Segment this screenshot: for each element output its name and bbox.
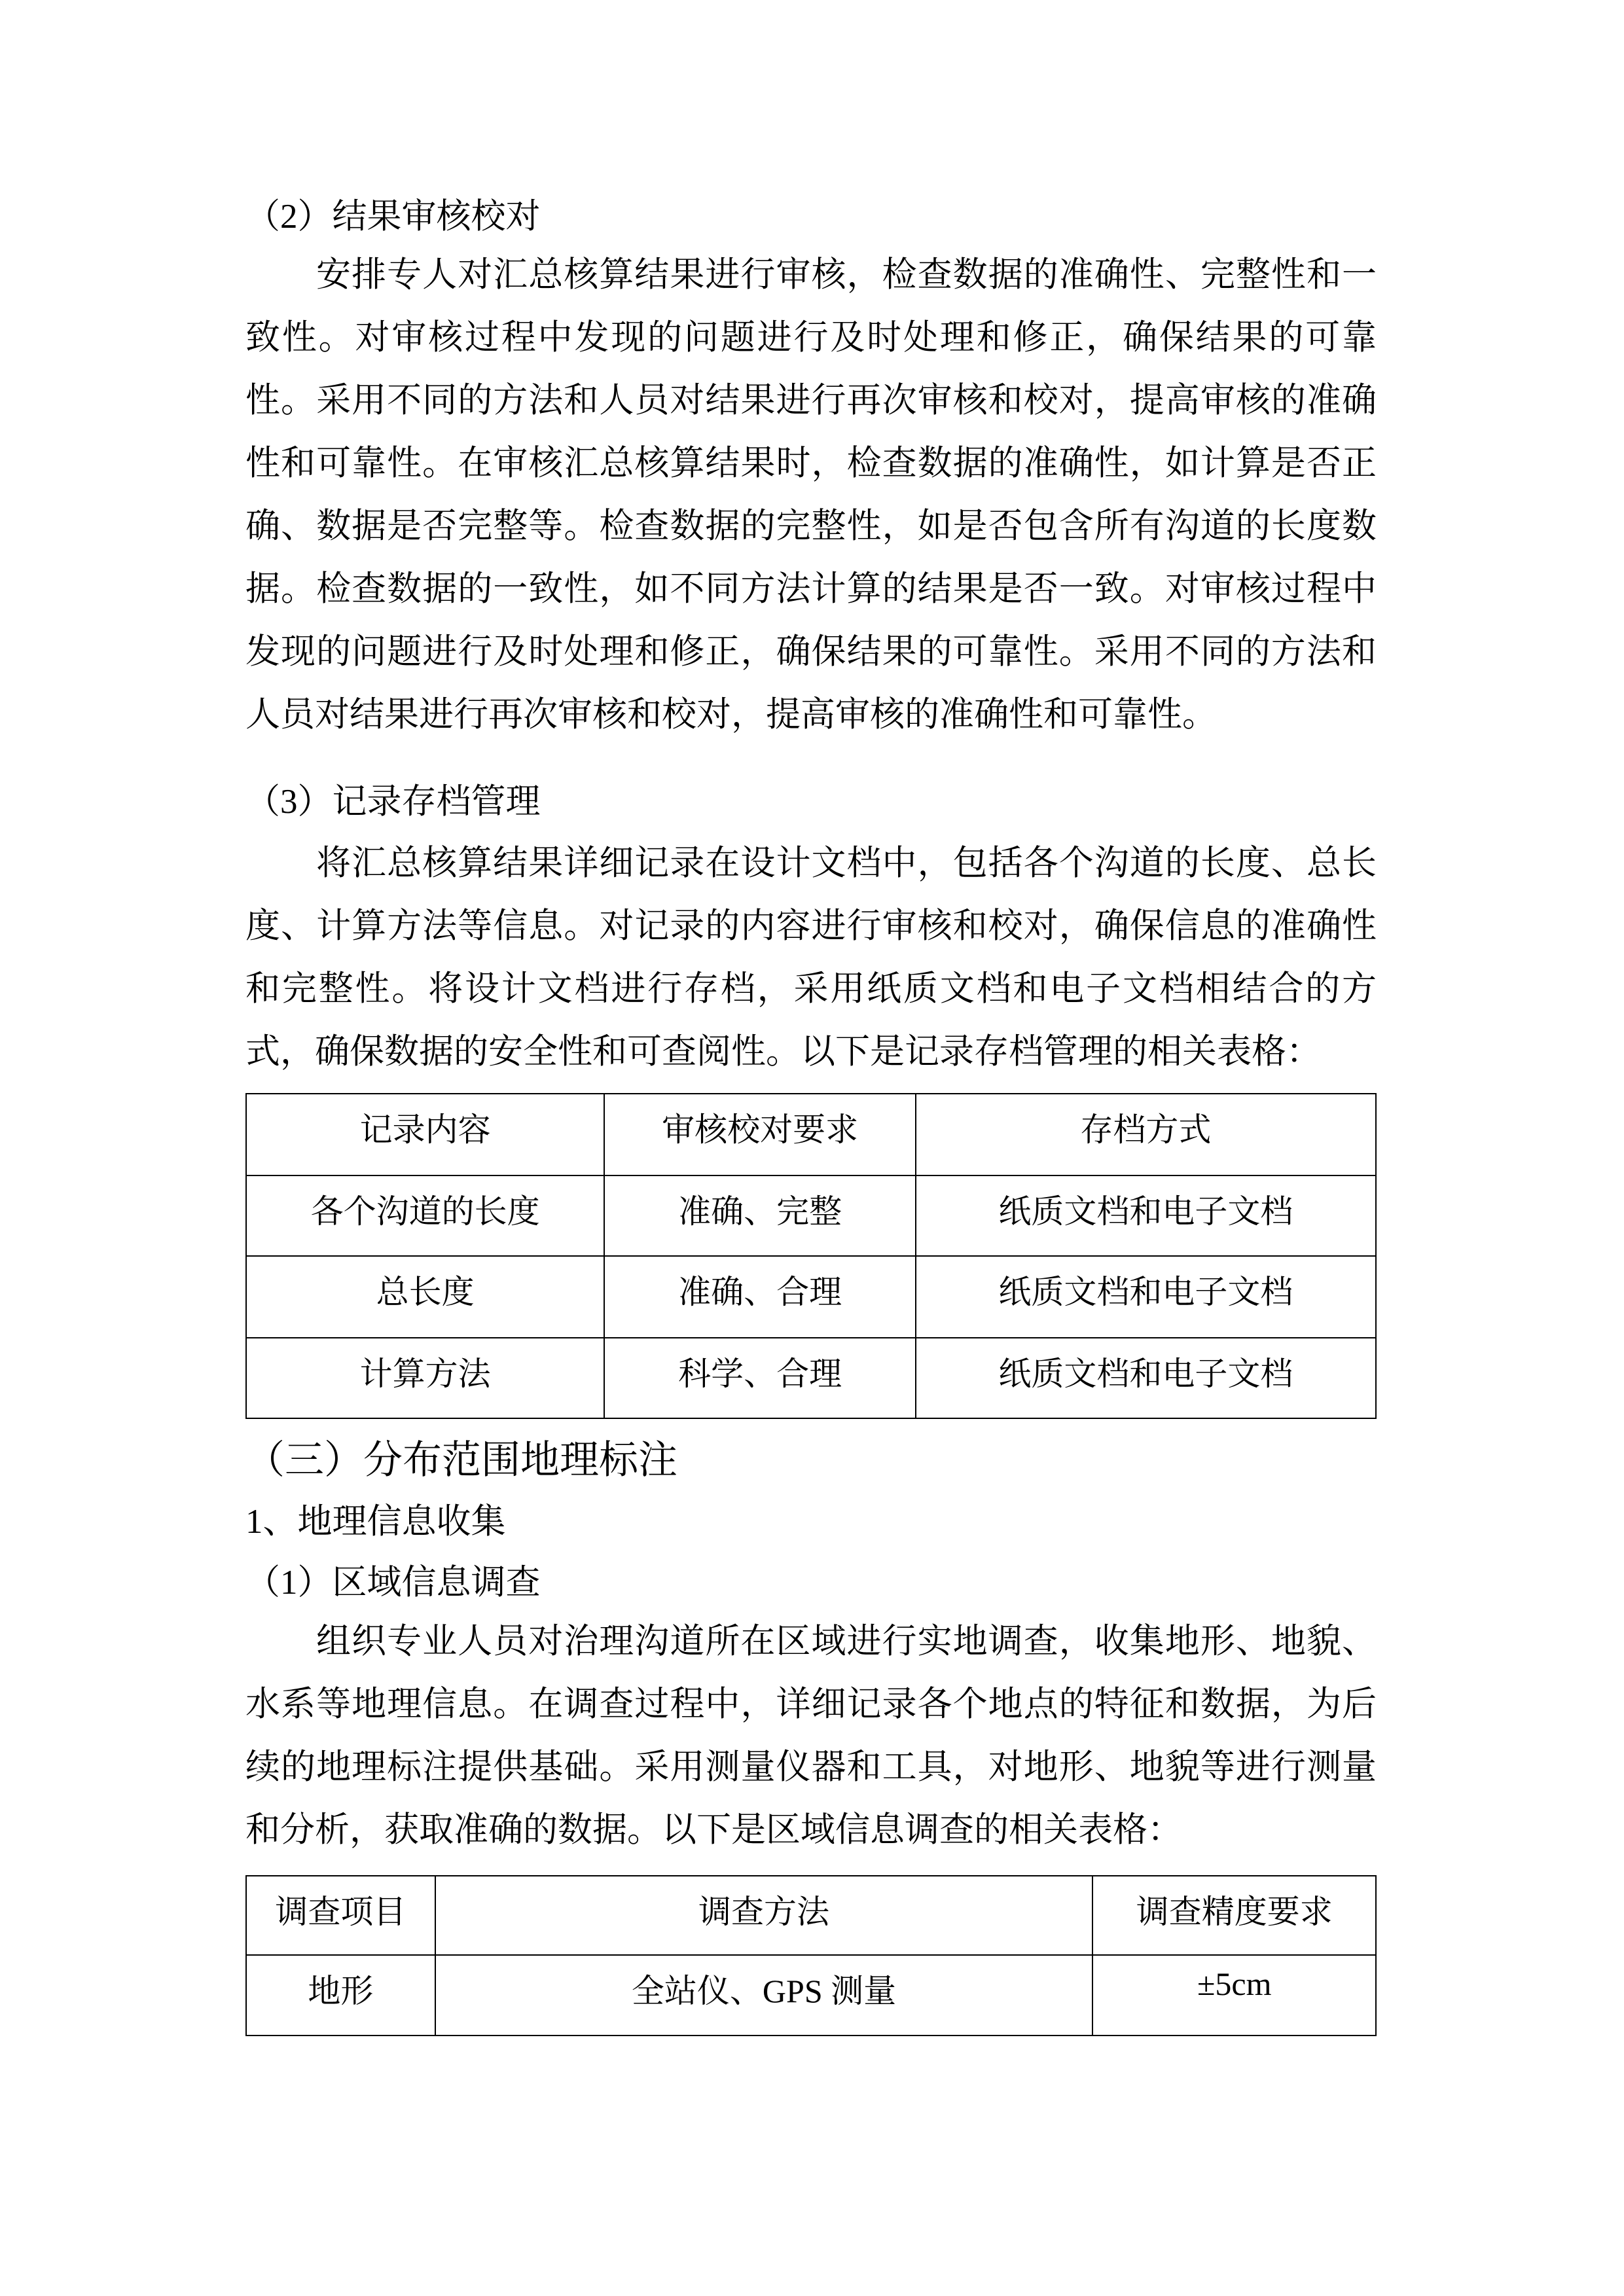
table-header-cell: 存档方式: [916, 1094, 1376, 1175]
table-header-cell: 调查精度要求: [1092, 1876, 1376, 1955]
table-cell: 准确、合理: [604, 1256, 916, 1338]
table-cell: ±5cm: [1092, 1955, 1376, 2036]
table-cell: 地形: [246, 1955, 435, 2036]
table-header-cell: 记录内容: [246, 1094, 604, 1175]
table-cell: 纸质文档和电子文档: [916, 1175, 1376, 1256]
table-header-row: [246, 1094, 1376, 1175]
table-cell: 纸质文档和电子文档: [916, 1256, 1376, 1338]
paragraph-region-survey: 组织专业人员对治理沟道所在区域进行实地调查，收集地形、地貌、水系等地理信息。在调查过程中，详细记录各个地点的特征和数据，为后续的地理标注提供基础。采用测量仪器和工具，对地形、地貌等进行测量和分析，获取准确的数据。以下是区域信息调查的相关表格：: [245, 1623, 1377, 1849]
table-cell: 计算方法: [246, 1338, 604, 1418]
table-header-cell: 调查方法: [435, 1876, 1093, 1955]
table-cell: 总长度: [246, 1256, 604, 1338]
archive-table: [245, 1093, 1377, 1419]
table-header-row: [246, 1876, 1376, 1955]
subheading-geo-info: 1、地理信息收集: [245, 1503, 506, 1541]
table-cell: 纸质文档和电子文档: [916, 1338, 1376, 1418]
table-cell: 全站仪、GPS 测量: [435, 1955, 1093, 2036]
section-heading-review: （2）结果审核校对: [245, 198, 541, 236]
table-cell: 各个沟道的长度: [246, 1175, 604, 1256]
table-row: [246, 1338, 1376, 1418]
table-cell: 科学、合理: [604, 1338, 916, 1418]
paragraph-archive: 将汇总核算结果详细记录在设计文档中，包括各个沟道的长度、总长度、计算方法等信息。对记录的内容进行审核和校对，确保信息的准确性和完整性。将设计文档进行存档，采用纸质文档和电子文档相结合的方式，确保数据的安全性和可查阅性。以下是记录存档管理的相关表格：: [245, 844, 1377, 1071]
part-heading-geo-annotation: （三）分布范围地理标注: [245, 1439, 677, 1482]
table-row: [246, 1175, 1376, 1256]
section-heading-archive: （3）记录存档管理: [245, 783, 541, 821]
table-header-cell: 调查项目: [246, 1876, 435, 1955]
table-header-cell: 审核校对要求: [604, 1094, 916, 1175]
survey-table: [245, 1875, 1377, 2036]
subheading-region-survey: （1）区域信息调查: [245, 1564, 541, 1602]
table-row: [246, 1955, 1376, 2036]
table-cell: 准确、完整: [604, 1175, 916, 1256]
table-row: [246, 1256, 1376, 1338]
paragraph-review: 安排专人对汇总核算结果进行审核，检查数据的准确性、完整性和一致性。对审核过程中发现的问题进行及时处理和修正，确保结果的可靠性。采用不同的方法和人员对结果进行再次审核和校对，提高审核的准确性和可靠性。在审核汇总核算结果时，检查数据的准确性，如计算是否正确、数据是否完整等。检查数据的完整性，如是否包含所有沟道的长度数据。检查数据的一致性，如不同方法计算的结果是否一致。对审核过程中发现的问题进行及时处理和修正，确保结果的可靠性。采用不同的方法和人员对结果进行再次审核和校对，提高审核的准确性和可靠性。: [245, 256, 1377, 734]
